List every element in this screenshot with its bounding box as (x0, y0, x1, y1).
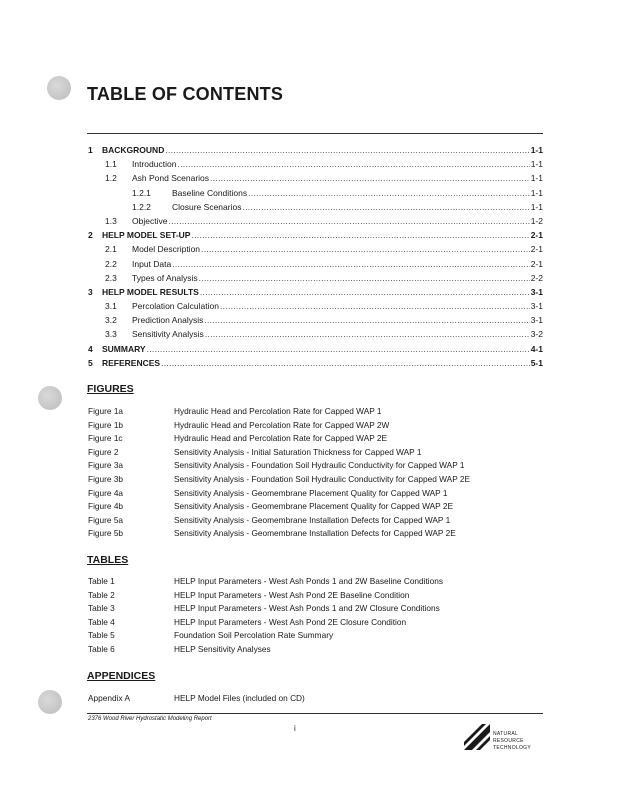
tables-list (88, 576, 538, 658)
appendix-label: Appendix A (88, 693, 130, 703)
toc-number: 1.1 (105, 159, 117, 170)
binder-hole-1 (47, 76, 71, 100)
footer-report-title: 2376 Wood River Hydrostatic Modeling Report (88, 716, 212, 722)
toc-number: 3.1 (105, 301, 117, 312)
toc-entry[interactable] (88, 244, 543, 258)
toc-entry[interactable] (88, 329, 543, 343)
figure-entry[interactable] (88, 433, 538, 447)
toc-page: 1-1 (530, 145, 543, 155)
toc-entry[interactable] (88, 202, 543, 216)
toc-label: REFERENCES (102, 357, 161, 368)
figure-entry[interactable] (88, 420, 538, 434)
toc-label: Baseline Conditions (172, 187, 248, 198)
figure-label: Figure 3a (88, 460, 124, 471)
tables-heading: TABLES (87, 554, 129, 566)
figure-label: Figure 1b (88, 419, 124, 430)
toc-leader (168, 216, 529, 226)
figure-entry[interactable] (88, 488, 538, 502)
toc-page: 3-2 (530, 329, 543, 340)
table-label: Table 6 (88, 643, 115, 654)
toc-number: 3.2 (105, 315, 117, 326)
toc-leader (177, 159, 529, 169)
footer-rule (87, 713, 543, 714)
toc-leader (220, 301, 530, 311)
figure-entry[interactable] (88, 501, 538, 515)
table-description: HELP Input Parameters - West Ash Pond 2E Closure Condition (174, 616, 407, 627)
toc-page: 2-1 (530, 244, 543, 255)
figure-label: Figure 1c (88, 433, 123, 444)
toc-number: 4 (88, 343, 93, 354)
toc-label: HELP MODEL SET-UP (102, 230, 191, 241)
table-entry[interactable] (88, 603, 538, 617)
appendix-description: HELP Model Files (included on CD) (174, 693, 305, 703)
toc-page: 1-2 (530, 215, 543, 226)
toc-leader (201, 244, 530, 254)
logo-wordmark: NATURAL RESOURCE TECHNOLOGY (493, 731, 532, 751)
toc-page: 3-1 (530, 301, 543, 312)
table-entry[interactable] (88, 576, 538, 590)
toc-entry[interactable] (88, 159, 543, 173)
toc-number: 2.3 (105, 272, 117, 283)
toc-number: 3 (88, 286, 93, 297)
appendices-list (88, 693, 538, 707)
appendices-heading: APPENDICES (87, 670, 156, 682)
page-title: TABLE OF CONTENTS (87, 84, 284, 104)
figure-description: Sensitivity Analysis - Foundation Soil Hydraulic Conductivity for Capped WAP 2E (174, 473, 471, 484)
toc-page: 1-1 (530, 159, 543, 170)
toc-leader (242, 202, 529, 212)
toc-leader (210, 173, 530, 183)
toc-label: Prediction Analysis (132, 315, 204, 326)
title-rule (87, 133, 543, 134)
toc-entry[interactable] (88, 344, 543, 358)
toc-label: Percolation Calculation (132, 301, 219, 312)
toc-label: Input Data (132, 258, 172, 269)
table-entry[interactable] (88, 590, 538, 604)
toc-leader (161, 358, 530, 368)
toc-label: Objective (132, 215, 168, 226)
toc-page: 1-1 (530, 201, 543, 212)
toc-page: 4-1 (530, 343, 543, 354)
toc-label: Closure Scenarios (172, 201, 242, 212)
toc-leader (205, 329, 530, 339)
figure-entry[interactable] (88, 460, 538, 474)
toc-number: 3.3 (105, 329, 117, 340)
toc-number: 1.3 (105, 215, 117, 226)
toc-number: 2.1 (105, 244, 117, 255)
toc-entry[interactable] (88, 259, 543, 273)
binder-hole-2 (38, 386, 62, 410)
table-description: Foundation Soil Percolation Rate Summary (174, 630, 334, 641)
table-label: Table 4 (88, 616, 115, 627)
toc-number: 1.2.1 (132, 187, 151, 198)
figure-description: Sensitivity Analysis - Geomembrane Installation Defects for Capped WAP 2E (174, 528, 456, 539)
binder-hole-3 (38, 690, 62, 714)
toc-leader (147, 344, 530, 354)
toc-entry[interactable] (88, 188, 543, 202)
figure-label: Figure 4a (88, 487, 124, 498)
toc-number: 2 (88, 230, 93, 241)
toc-number: 1 (88, 145, 93, 155)
figure-label: Figure 5b (88, 528, 124, 539)
table-label: Table 5 (88, 630, 115, 641)
toc-page: 2-1 (530, 258, 543, 269)
figure-entry[interactable] (88, 447, 538, 461)
figure-description: Hydraulic Head and Percolation Rate for Capped WAP 2W (174, 419, 390, 430)
figure-description: Hydraulic Head and Percolation Rate for Capped WAP 1 (174, 406, 382, 416)
toc-number: 2.2 (105, 258, 117, 269)
toc-label: Sensitivity Analysis (132, 329, 204, 340)
table-description: HELP Input Parameters - West Ash Pond 2E Baseline Condition (174, 589, 410, 600)
figure-label: Figure 1a (88, 406, 124, 416)
toc-entry[interactable] (88, 287, 543, 301)
toc-leader (191, 230, 529, 240)
figure-description: Sensitivity Analysis - Geomembrane Placement Quality for Capped WAP 1 (174, 487, 448, 498)
figure-description: Sensitivity Analysis - Foundation Soil Hydraulic Conductivity for Capped WAP 1 (174, 460, 465, 471)
toc-label: SUMMARY (102, 343, 146, 354)
table-entry[interactable] (88, 617, 538, 631)
toc-label: Model Description (132, 244, 201, 255)
table-entry[interactable] (88, 630, 538, 644)
figure-entry[interactable] (88, 474, 538, 488)
figures-heading: FIGURES (87, 383, 134, 395)
table-description: HELP Input Parameters - West Ash Ponds 1 and 2W Closure Conditions (174, 603, 440, 614)
nrt-logo-icon (462, 722, 492, 757)
figure-entry[interactable] (88, 528, 538, 542)
toc-leader (199, 273, 530, 283)
toc-leader (165, 145, 529, 155)
toc-page: 5-1 (530, 357, 543, 368)
toc-number: 1.2 (105, 173, 117, 184)
table-description: HELP Sensitivity Analyses (174, 643, 271, 654)
toc-leader (172, 259, 529, 269)
toc-label: HELP MODEL RESULTS (102, 286, 199, 297)
toc-page: 2-2 (530, 272, 543, 283)
figure-description: Sensitivity Analysis - Initial Saturation Thickness for Capped WAP 1 (174, 446, 422, 457)
appendix-entry[interactable] (88, 693, 538, 707)
toc-entry[interactable] (88, 173, 543, 187)
table-entry[interactable] (88, 644, 538, 658)
toc-page: 1-1 (530, 173, 543, 184)
toc-page: 3-1 (530, 315, 543, 326)
toc-label: Types of Analysis (132, 272, 198, 283)
page-number: i (294, 724, 296, 733)
figure-label: Figure 2 (88, 446, 119, 457)
table-label: Table 3 (88, 603, 115, 614)
figure-description: Hydraulic Head and Percolation Rate for Capped WAP 2E (174, 433, 388, 444)
toc-number: 5 (88, 357, 93, 368)
toc-number: 1.2.2 (132, 201, 151, 212)
figure-entry[interactable] (88, 515, 538, 529)
table-description: HELP Input Parameters - West Ash Ponds 1 and 2W Baseline Conditions (174, 576, 444, 586)
toc-label: BACKGROUND (102, 145, 165, 155)
toc-entry[interactable] (88, 315, 543, 329)
figure-label: Figure 3b (88, 473, 124, 484)
table-label: Table 1 (88, 576, 115, 586)
table-label: Table 2 (88, 589, 115, 600)
toc-entry[interactable] (88, 358, 543, 372)
toc-leader (200, 287, 530, 297)
toc-entry[interactable] (88, 301, 543, 315)
toc-entry[interactable] (88, 145, 543, 159)
figure-entry[interactable] (88, 406, 538, 420)
figure-description: Sensitivity Analysis - Geomembrane Placement Quality for Capped WAP 2E (174, 501, 453, 512)
toc-entry[interactable] (88, 273, 543, 287)
toc-list (88, 145, 543, 372)
figures-list (88, 406, 538, 542)
toc-page: 1-1 (530, 187, 543, 198)
toc-entry[interactable] (88, 216, 543, 230)
figure-label: Figure 5a (88, 514, 124, 525)
toc-label: Introduction (132, 159, 177, 170)
toc-leader (248, 188, 530, 198)
figure-description: Sensitivity Analysis - Geomembrane Installation Defects for Capped WAP 1 (174, 514, 451, 525)
toc-label: Ash Pond Scenarios (132, 173, 210, 184)
toc-page: 3-1 (530, 286, 543, 297)
figure-label: Figure 4b (88, 501, 124, 512)
toc-page: 2-1 (530, 230, 543, 241)
toc-entry[interactable] (88, 230, 543, 244)
toc-leader (204, 315, 529, 325)
